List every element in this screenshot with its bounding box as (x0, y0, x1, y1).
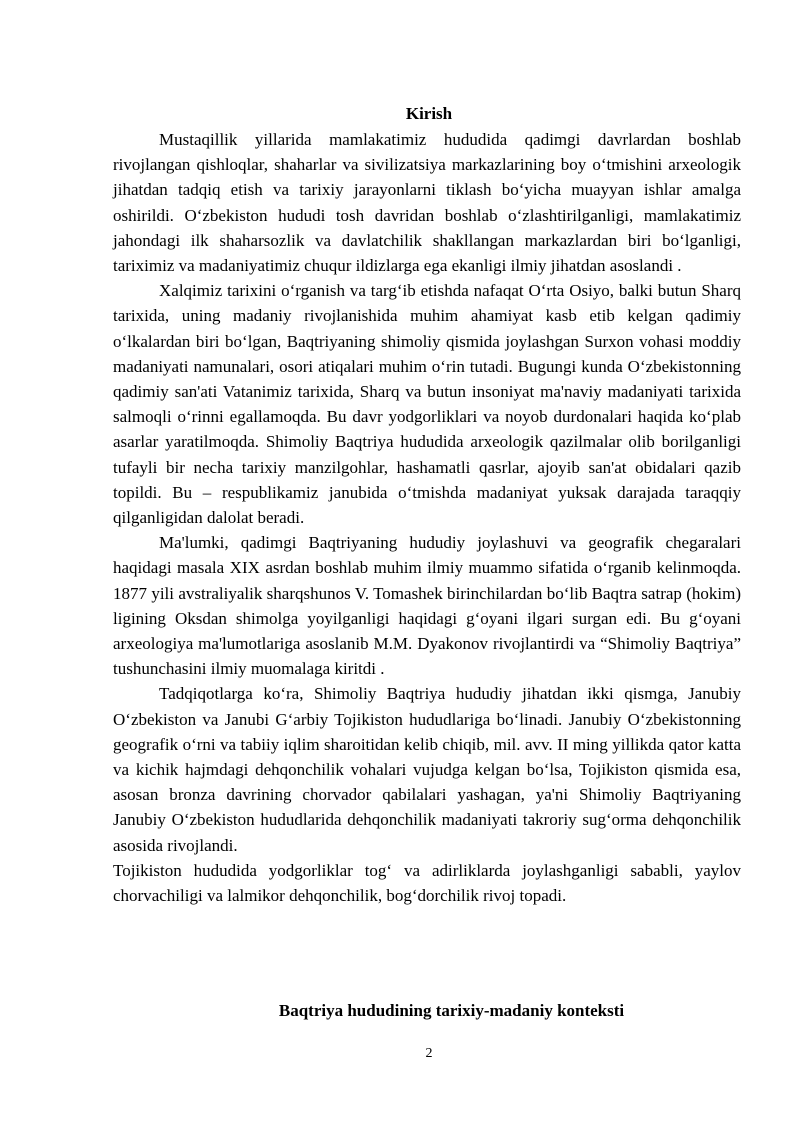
paragraph-2: Xalqimiz tarixini o‘rganish va targ‘ib etishda nafaqat O‘rta Osiyo, balki butun Sharq tarixida, uning madaniy rivojlanishida muhim ahamiyat kasb etib kelgan qadimiy o‘lkalardan biri bo‘lgan, Baqtriyaning shimoliy qismida joylashgan Surxon vohasi moddiy madaniyati namunalari, osori atiqalari muhim o‘rin tutadi. Bugungi kunda O‘zbekistonning qadimiy san'ati Vatanimiz tarixida, Sharq va butun insoniyat ma'naviy madaniyati tarixida salmoqli o‘rinni egallamoqda. Bu davr yodgorliklari va noyob durdonalari haqida ko‘plab asarlar yaratilmoqda. Shimoliy Baqtriya hududida arxeologik qazilmalar olib borilganligi tufayli bir necha tarixiy manzilgohlar, hashamatli qasrlar, ajoyib san'at obidalari qazib topildi. Bu – respublikamiz janubida o‘tmishda madaniyat yuksak darajada taraqqiy qilganligidan dalolat beradi. (113, 281, 741, 528)
page-number: 2 (425, 1046, 433, 1061)
paragraph-3: Ma'lumki, qadimgi Baqtriyaning hududiy joylashuvi va geografik chegaralari haqidagi masala XIX asrdan boshlab muhim ilmiy muammo sifatida o‘rganib kelinmoqda. 1877 yili avstraliyalik sharqshunos V. Tomashek birinchilardan bo‘lib Baqtra satrap (hokim) ligining Oksdan shimolga yoyilganligi haqidagi g‘oyani ilgari surgan edi. Bu g‘oyani arxeologiya ma'lumotlariga asoslanib M.M. Dyakonov rivojlantirdi va “Shimoliy Baqtriya” tushunchasini ilmiy muomalaga kiritdi . (113, 533, 741, 679)
page-title: Kirish (405, 104, 453, 123)
paragraph-4: Tadqiqotlarga ko‘ra, Shimoliy Baqtriya hududiy jihatdan ikki qismga, Janubiy O‘zbekiston va Janubi G‘arbiy Tojikiston hududlariga bo‘linadi. Janubiy O‘zbekistonning geografik o‘rni va tabiiy iqlim sharoitidan kelib chiqib, mil. avv. II ming yillikda qator katta va kichik hajmdagi dehqonchilik vohalari vujudga kelgan bo‘lsa, Tojikiston qismida esa, asosan bronza davrining chorvador qabilalari yashagan, ya'ni Shimoliy Baqtriyaning Janubiy O‘zbekiston hududlarida dehqonchilik madaniyati takroriy sug‘orma dehqonchilik asosida rivojlandi. (113, 684, 741, 855)
body-text (113, 127, 741, 908)
paragraph-1: Mustaqillik yillarida mamlakatimiz hududida qadimgi davrlardan boshlab rivojlangan qishloqlar, shaharlar va sivilizatsiya markazlarining boy o‘tmishini arxeologik jihatdan tadqiq etish va tarixiy jarayonlarni tiklash bo‘yicha muayyan ishlar amalga oshirildi. O‘zbekiston hududi tosh davridan boshlab o‘zlashtirilganligi, mamlakatimiz jahondagi ilk shaharsozlik va davlatchilik shakllangan markazlardan biri bo‘lganligi, tariximiz va madaniyatimiz chuqur ildizlarga ega ekanligi ilmiy jihatdan asoslandi . (113, 130, 741, 276)
section-heading: Baqtriya hududining tarixiy-madaniy konteksti (278, 1001, 625, 1020)
paragraph-5: Tojikiston hududida yodgorliklar tog‘ va adirliklarda joylashganligi sababli, yaylov chorvachiligi va lalmikor dehqonchilik, bog‘dorchilik rivoj topadi. (113, 860, 741, 906)
